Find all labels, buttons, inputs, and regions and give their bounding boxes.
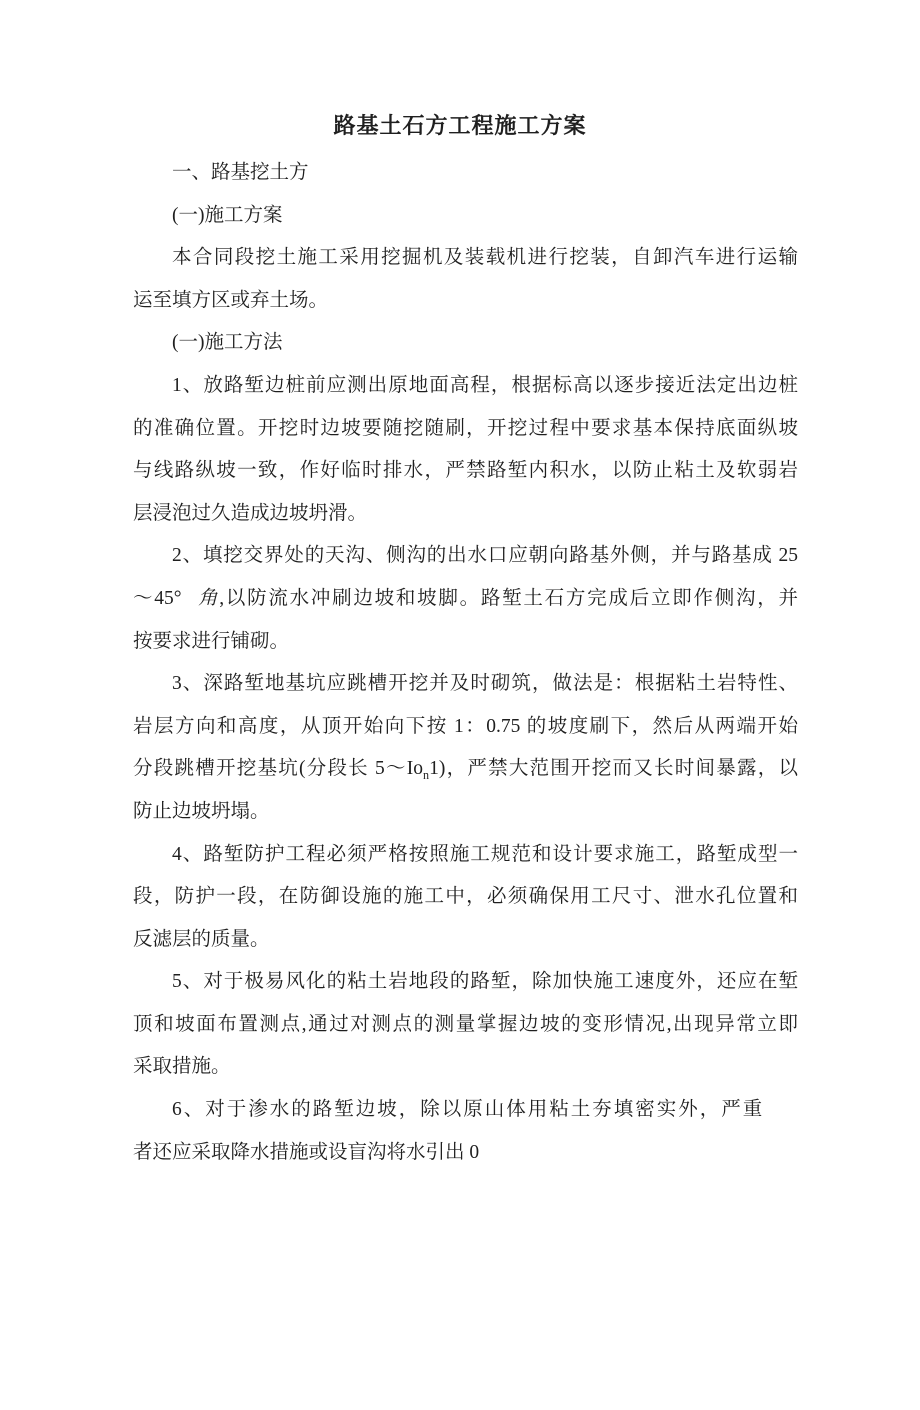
item1-line-1: 1、放路堑边桩前应测出原地面高程，根据标高以逐步接近法定出边桩 [172,374,798,396]
item3-line-1: 3、深路堑地基坑应跳槽开挖并及时砌筑，做法是：根据粘土岩特性、 [172,673,798,695]
item3-line-3-pre: 分段跳槽开挖基坑(分段长 5～Io [133,758,424,780]
item1-line-3: 与线路纵坡一致，作好临时排水，严禁路堑内积水，以防止粘土及软弱岩 [133,460,798,482]
item2-line-3: 按要求进行铺砌。 [133,630,290,652]
document-page [0,109,920,1410]
item3-line-4: 防止边坡坍塌。 [133,800,270,822]
document-title: 路基土石方工程施工方案 [333,113,587,138]
paragraph-plan-line-2: 运至填方区或弃土场。 [133,289,329,311]
item2-line-2-rest: ,以防流水冲刷边坡和坡脚。路堑土石方完成后立即作侧沟，并 [219,587,798,609]
item5-line-1: 5、对于极易风化的粘土岩地段的路堑，除加快施工速度外，还应在堑 [172,971,798,993]
subscript-n: n [423,768,430,783]
item3-line-2: 岩层方向和高度，从顶开始向下按 1：0.75 的坡度刷下，然后从两端开始 [133,715,798,737]
item2-line-1: 2、填挖交界处的天沟、侧沟的出水口应朝向路基外侧，并与路基成 25 [172,545,798,567]
item3-line-3-rest: 1)，严禁大范围开挖而又长时间暴露，以 [429,758,798,780]
item1-line-2: 的准确位置。开挖时边坡要随挖随刷，开挖过程中要求基本保持底面纵坡 [133,417,798,439]
item1-line-4: 层浸泡过久造成边坡坍滑。 [133,502,368,524]
item4-line-3: 反滤层的质量。 [133,928,270,950]
section-heading-1: 一、路基挖土方 [172,162,309,183]
paragraph-plan-line-1: 本合同段挖土施工采用挖掘机及装载机进行挖装，自卸汽车进行运输 [172,247,798,269]
item6-line-2: 者还应采取降水措施或设盲沟将水引出 0 [133,1141,480,1163]
subsection-heading-plan: (一)施工方案 [172,204,283,226]
angle-symbol-italic: 角 [196,587,220,609]
document-body [133,152,798,1174]
subsection-heading-method: (一)施工方法 [172,332,283,354]
item6-line-1: 6、对于渗水的路堑边坡，除以原山体用粘土夯填密实外，严重 [172,1099,765,1121]
item5-line-2: 顶和坡面布置测点,通过对测点的测量掌握边坡的变形情况,出现异常立即 [133,1013,798,1035]
item5-line-3: 采取措施。 [133,1056,231,1078]
item3-line-3 [133,748,798,791]
angle-range-text: ～45° [133,587,182,609]
item2-line-2 [133,578,798,621]
item4-line-2: 段，防护一段，在防御设施的施工中，必须确保用工尺寸、泄水孔位置和 [133,886,798,908]
item4-line-1: 4、路堑防护工程必须严格按照施工规范和设计要求施工，路堑成型一 [172,843,798,865]
